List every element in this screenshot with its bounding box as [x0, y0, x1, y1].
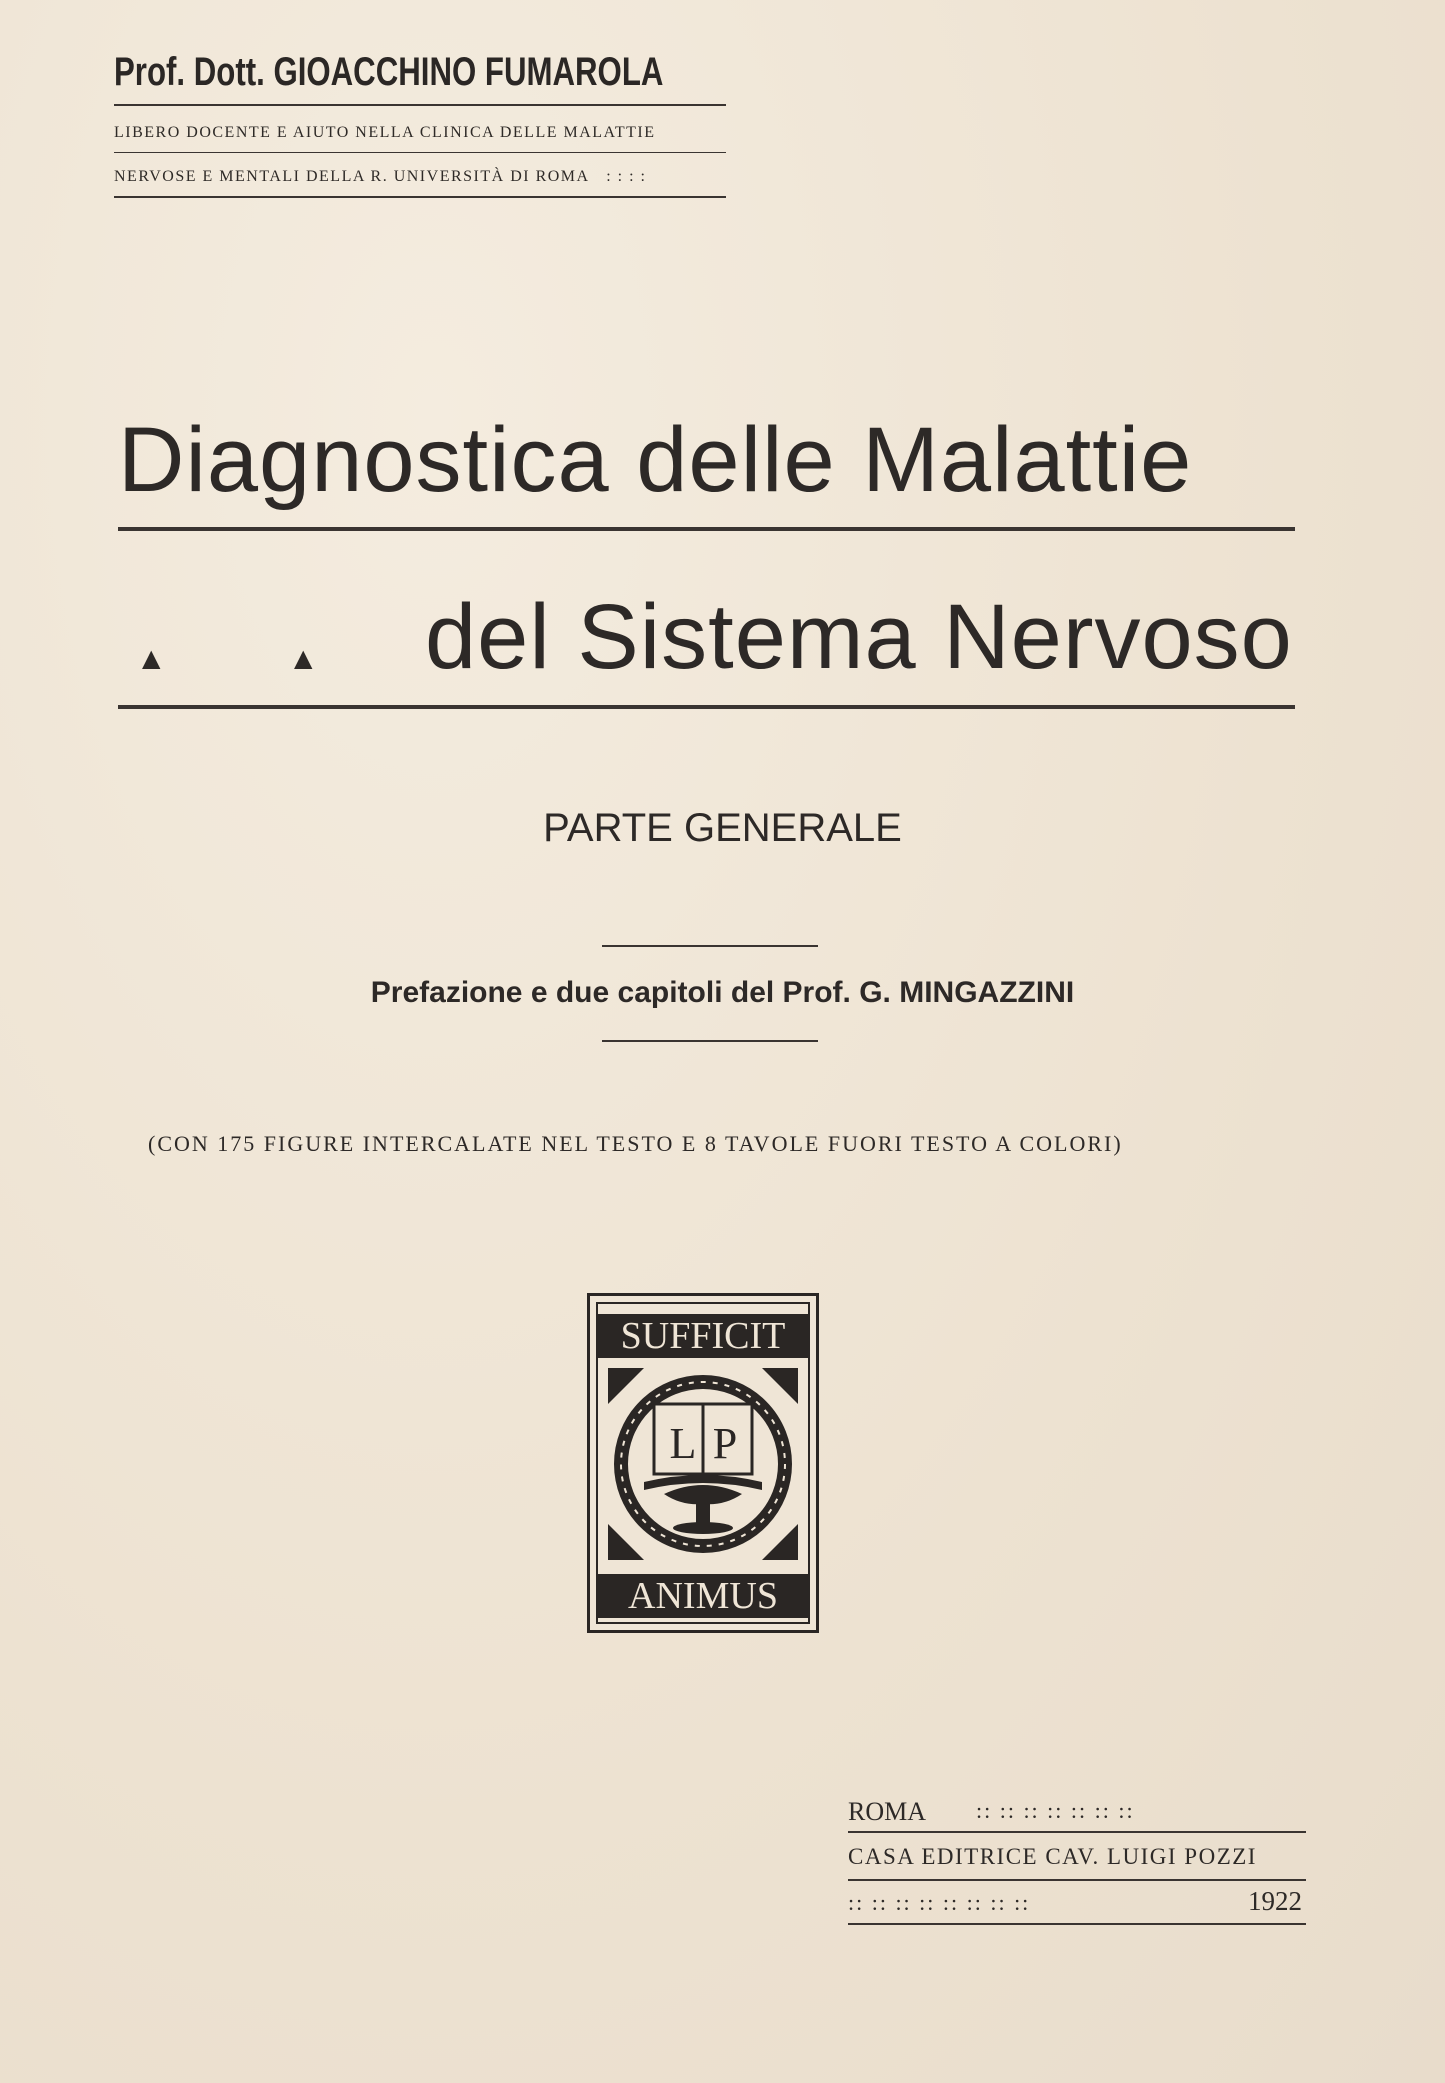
imprint-city: ROMA	[848, 1797, 927, 1826]
emblem-corner-ornament-tl	[608, 1368, 644, 1404]
imprint-rule-3	[848, 1923, 1306, 1925]
imprint-rule-1	[848, 1831, 1306, 1833]
ornament-triangle-right: ▲	[294, 644, 313, 672]
emblem-book-serpent-icon	[604, 1364, 802, 1564]
author-affiliation-dots: : : : :	[606, 168, 647, 185]
imprint-year-dots: :: :: :: :: :: :: :: ::	[848, 1890, 1031, 1915]
imprint-publisher: CASA EDITRICE CAV. LUIGI POZZI	[848, 1844, 1257, 1869]
title-rule-1	[118, 527, 1295, 531]
publisher-emblem	[587, 1293, 819, 1633]
imprint-city-dots: :: :: :: :: :: :: ::	[976, 1798, 1135, 1823]
emblem-monogram-left: L	[669, 1419, 697, 1468]
author-rule-mid	[114, 152, 726, 153]
emblem-top-motto: SUFFICIT	[598, 1314, 808, 1358]
author-rule-top	[114, 104, 726, 106]
emblem-lamp-stem	[696, 1504, 710, 1524]
title-line1: Diagnostica delle Malattie	[118, 409, 1193, 511]
emblem-bottom-motto: ANIMUS	[598, 1574, 808, 1618]
emblem-corner-ornament-br	[762, 1524, 798, 1560]
title-rule-2	[118, 705, 1295, 709]
emblem-hand	[664, 1485, 742, 1504]
subtitle-rule	[602, 945, 818, 947]
emblem-lamp-foot	[673, 1522, 733, 1534]
preface-line: Prefazione e due capitoli del Prof. G. MINGAZZINI	[370, 976, 1075, 1009]
author-rule-bottom	[114, 196, 726, 198]
author-affiliation-line1: LIBERO DOCENTE E AIUTO NELLA CLINICA DELLE MALATTIE	[114, 124, 656, 141]
imprint-year: 1922	[1248, 1886, 1302, 1916]
title-line2: del Sistema Nervoso	[425, 586, 1293, 688]
author-name: Prof. Dott. GIOACCHINO FUMAROLA	[114, 50, 664, 94]
subtitle: PARTE GENERALE	[543, 806, 902, 850]
emblem-corner-ornament-tr	[762, 1368, 798, 1404]
author-affiliation-line2	[114, 168, 646, 186]
author-affiliation-text: NERVOSE E MENTALI DELLA R. UNIVERSITÀ DI ROMA	[114, 168, 589, 185]
imprint-rule-2	[848, 1879, 1306, 1881]
preface-rule	[602, 1040, 818, 1042]
emblem-monogram-right: P	[712, 1419, 738, 1468]
ornament-triangle-left: ▲	[142, 644, 161, 672]
emblem-corner-ornament-bl	[608, 1524, 644, 1560]
figures-note: (CON 175 FIGURE INTERCALATE NEL TESTO E 8 TAVOLE FUORI TESTO A COLORI)	[148, 1131, 1123, 1156]
